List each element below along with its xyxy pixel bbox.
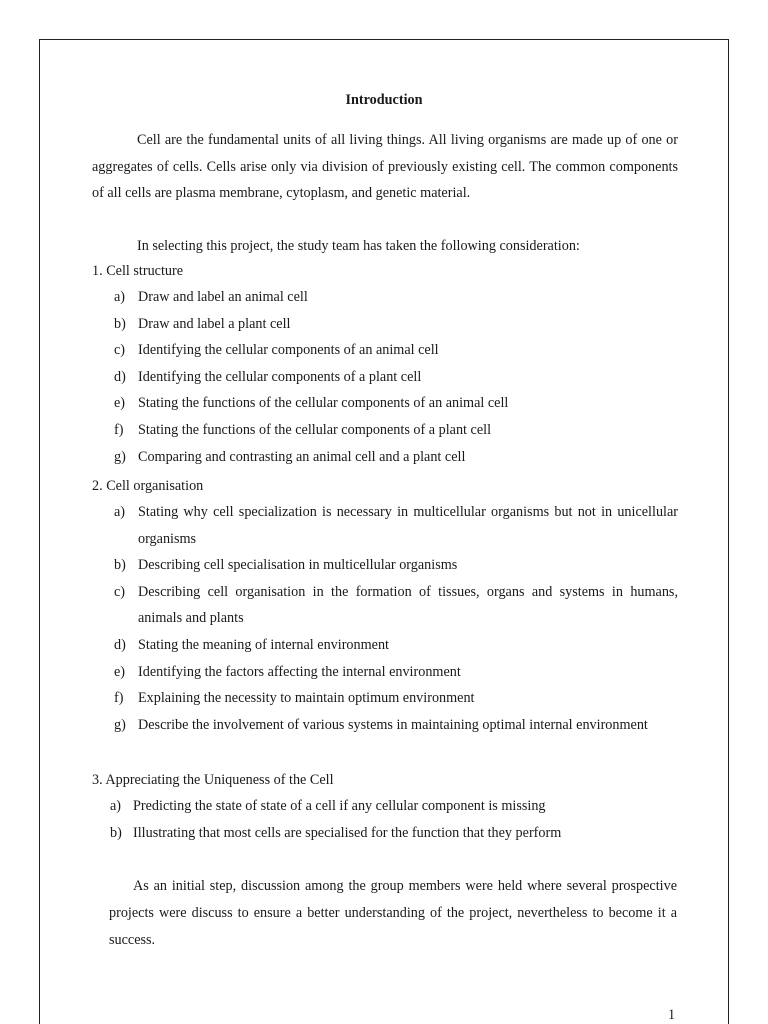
list-marker: f) [114, 690, 124, 707]
list-marker: b) [110, 824, 122, 841]
list-item-text: Stating the functions of the cellular components of a plant cell [138, 421, 492, 438]
list-marker: b) [114, 557, 126, 574]
page-title: Introduction [345, 92, 423, 108]
list-item [114, 552, 678, 579]
list-marker: c) [114, 342, 126, 359]
list-item-text: Describe the involvement of various systems in maintaining optimal internal environment [138, 716, 648, 733]
list-item [114, 499, 678, 552]
list-marker: g) [114, 448, 126, 465]
list-marker: a) [110, 798, 122, 814]
list-item-text: Comparing and contrasting an animal cell and a plant cell [138, 448, 466, 465]
section-list-uniqueness [110, 793, 674, 846]
list-item [110, 793, 674, 820]
list-item [114, 685, 678, 712]
list-item [114, 659, 678, 686]
consideration-paragraph: In selecting this project, the study team has taken the following consideration: [137, 238, 580, 254]
list-item [114, 444, 678, 471]
page-number: 1 [668, 1007, 676, 1023]
list-item-text: Predicting the state of state of a cell if any cellular component is missing [133, 798, 546, 814]
list-item-text: Identifying the cellular components of a plant cell [138, 368, 422, 385]
list-item-text: Draw and label a plant cell [138, 315, 291, 332]
section-heading-uniqueness: 3. Appreciating the Uniqueness of the Cell [92, 772, 334, 788]
list-item-text: Describing cell specialisation in multicellular organisms [138, 557, 458, 574]
list-marker: f) [114, 421, 124, 438]
list-item [114, 417, 678, 444]
final-paragraph: As an initial step, discussion among the group members were held where several prospective projects were discuss to ensure a better understanding of the project, nevertheless to become it a success. [109, 878, 677, 948]
list-item-text: Identifying the factors affecting the internal environment [138, 663, 461, 680]
list-item [114, 712, 678, 739]
list-item-text: Stating the functions of the cellular components of an animal cell [138, 395, 509, 412]
list-item [114, 284, 678, 311]
list-item [114, 579, 678, 632]
list-item-text: Identifying the cellular components of an animal cell [138, 342, 439, 359]
list-marker: c) [114, 583, 126, 600]
list-marker: b) [114, 315, 126, 332]
list-marker: a) [114, 289, 126, 305]
list-item-text: Explaining the necessity to maintain optimum environment [138, 690, 475, 707]
list-marker: d) [114, 368, 126, 385]
list-item [114, 364, 678, 391]
list-item [114, 390, 678, 417]
list-item-text: Stating why cell specialization is necessary in multicellular organisms but not in unicellular organisms [138, 504, 678, 547]
list-item [114, 337, 678, 364]
list-item [114, 311, 678, 338]
list-marker: e) [114, 663, 126, 680]
list-item-text: Describing cell organisation in the formation of tissues, organs and systems in humans, animals and plants [138, 583, 678, 627]
section-heading-cell-organisation: 2. Cell organisation [92, 478, 204, 494]
list-item-text: Illustrating that most cells are specialised for the function that they perform [133, 824, 562, 841]
section-heading-cell-structure: 1. Cell structure [92, 263, 184, 279]
intro-paragraph: Cell are the fundamental units of all living things. All living organisms are made up of one or aggregates of cells. Cells arise only via division of previously existing cell. The common components of all cells are plasma membrane, cytoplasm, and genetic material. [92, 132, 678, 201]
section-list-cell-organisation [114, 499, 678, 738]
list-item-text: Draw and label an animal cell [138, 289, 308, 305]
section-list-cell-structure [114, 284, 678, 470]
list-item-text: Stating the meaning of internal environment [138, 636, 389, 653]
list-marker: a) [114, 504, 126, 520]
list-item [110, 820, 674, 847]
list-marker: e) [114, 395, 126, 412]
list-marker: d) [114, 636, 126, 653]
list-marker: g) [114, 716, 126, 733]
list-item [114, 632, 678, 659]
